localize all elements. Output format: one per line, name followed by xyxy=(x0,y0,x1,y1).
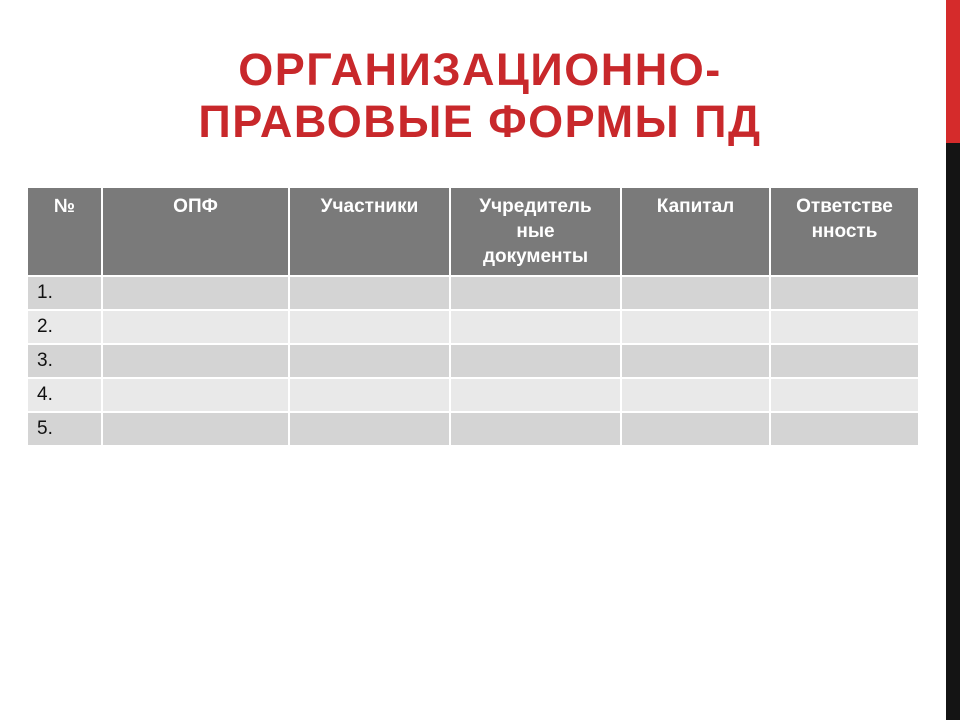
opf-table xyxy=(26,186,920,447)
table-cell xyxy=(102,310,289,344)
table-cell xyxy=(289,344,450,378)
table-cell xyxy=(450,310,621,344)
table-row xyxy=(27,276,919,310)
table-cell xyxy=(450,412,621,446)
header-line: ОПФ xyxy=(173,196,218,217)
table-cell xyxy=(621,310,770,344)
table-cell xyxy=(621,344,770,378)
table-cell xyxy=(450,344,621,378)
header-line: ные xyxy=(516,221,555,242)
header-opf xyxy=(102,187,289,276)
table-row xyxy=(27,310,919,344)
table-cell xyxy=(289,310,450,344)
edge-accent-black xyxy=(946,143,960,720)
header-line: Капитал xyxy=(656,196,735,217)
table-cell xyxy=(621,276,770,310)
table-cell xyxy=(621,378,770,412)
table-cell xyxy=(770,276,919,310)
header-line: документы xyxy=(482,246,589,267)
table-cell xyxy=(289,378,450,412)
table-cell xyxy=(770,412,919,446)
table-cell xyxy=(289,412,450,446)
table-cell-number: 1. xyxy=(27,276,102,310)
table-cell xyxy=(770,344,919,378)
table-cell xyxy=(770,310,919,344)
table-cell-number: 4. xyxy=(27,378,102,412)
table-cell xyxy=(621,412,770,446)
table-row xyxy=(27,378,919,412)
table-row xyxy=(27,412,919,446)
header-participants xyxy=(289,187,450,276)
table-header-row xyxy=(27,187,919,276)
table-cell-number: 5. xyxy=(27,412,102,446)
table-cell xyxy=(102,412,289,446)
header-line: нность xyxy=(811,221,878,242)
header-line: Ответстве xyxy=(796,196,893,217)
header-capital xyxy=(621,187,770,276)
slide-title-line-2: ПРАВОВЫЕ ФОРМЫ ПД xyxy=(198,96,762,147)
table-cell xyxy=(102,344,289,378)
table-row xyxy=(27,344,919,378)
table-cell xyxy=(289,276,450,310)
header-number xyxy=(27,187,102,276)
edge-accent-red xyxy=(946,0,960,143)
slide-title xyxy=(30,44,930,148)
table-cell-number: 2. xyxy=(27,310,102,344)
header-line: Участники xyxy=(320,196,419,217)
table-cell xyxy=(102,378,289,412)
table-cell xyxy=(102,276,289,310)
table-cell-number: 3. xyxy=(27,344,102,378)
header-line: Учредитель xyxy=(479,196,592,217)
header-line: № xyxy=(53,196,76,217)
header-liability xyxy=(770,187,919,276)
slide-title-line-1: ОРГАНИЗАЦИОННО- xyxy=(238,44,722,95)
header-founding-documents xyxy=(450,187,621,276)
table-cell xyxy=(770,378,919,412)
table-cell xyxy=(450,276,621,310)
table-cell xyxy=(450,378,621,412)
